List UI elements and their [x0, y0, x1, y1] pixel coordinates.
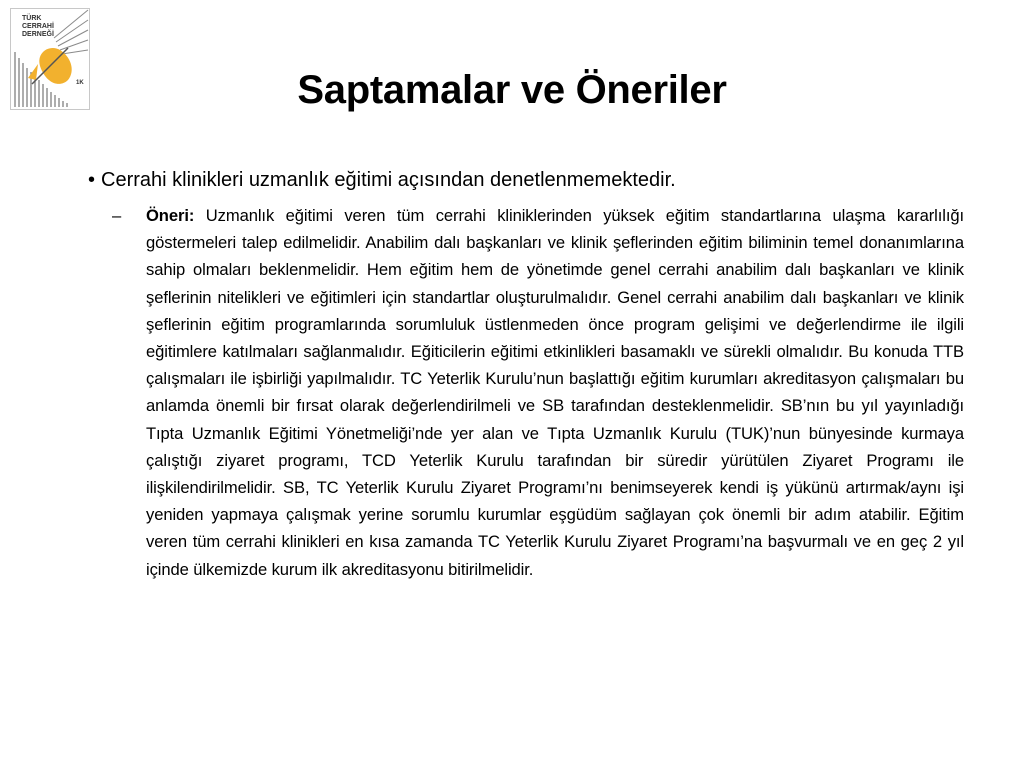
slide-title: Saptamalar ve Öneriler — [297, 68, 727, 112]
bullet-text: Cerrahi klinikleri uzmanlık eğitimi açısından denetlenmemektedir. — [101, 169, 676, 191]
logo-mark: 1K — [76, 80, 84, 86]
logo-text-line-1: TÜRK — [22, 15, 42, 22]
sub-bullet-text: Uzmanlık eğitimi veren tüm cerrahi kliniklerinden yüksek eğitim standartlarına ulaşma kararlılığı göstermeleri talep edilmelidir. Anabilim dalı başkanları ve klinik şeflerinden eğitim biliminin temel donanımlarına sahip olmaları beklenmelidir. Hem eğitim hem de yönetimde genel cerrahi anabilim dalı başkanları ve klinik şeflerinin nitelikleri ve eğitimleri için standartlar oluşturulmalıdır. Genel cerrahi anabilim dalı başkanları ve klinik şeflerinin eğitim programlarında sorumluluk üstlenmeden önce program gelişimi ve değerlendirme ile ilgili eğitimlere katılmaları sağlanmalıdır. Eğiticilerin eğitimi etkinlikleri basamaklı ve sürekli olmalıdır. Bu konuda TTB çalışmaları ile işbirliği yapılmalıdır. TC Yeterlik Kurulu’nun başlattığı eğitim kurumları akreditasyon çalışmaları bu anlamda önemli bir fırsat olarak değerlendirilmeli ve SB tarafından desteklenmelidir. SB’nın bu yıl yayınladığı Tıpta Uzmanlık Eğitimi Yönetmeliği’nde yer alan ve Tıpta Uzmanlık Kurulu (TUK)’nun bünyesinde kurmaya çalıştığı ziyaret programı, TCD Yeterlik Kurulu tarafından bir süredir yürütülen Ziyaret Programı ile ilişkilendirilmelidir. SB, TC Yeterlik Kurulu Ziyaret Programı’nı benimseyerek kendi iş yükünü artırmak/aynı işi yeniden yapmaya çalışmak yerine sorumlu kurumlar eşgüdüm sağlayan çok önemli bir adım atabilir. Eğitim veren tüm cerrahi klinikleri en kısa zamanda TC Yeterlik Kurulu Ziyaret Programı’na başvurmalı ve en geç 2 yıl içinde ülkemizde kurum ilk akreditasyonu bitirilmelidir. — [146, 206, 964, 579]
logo-text-line-3: DERNEĞİ — [22, 31, 54, 38]
sub-bullet-label: Öneri: — [146, 206, 195, 225]
bullet-symbol: • — [88, 169, 96, 191]
logo-text-line-2: CERRAHİ — [22, 23, 54, 30]
sub-bullet-paragraph — [146, 202, 964, 583]
sub-bullet-symbol: – — [112, 206, 122, 225]
